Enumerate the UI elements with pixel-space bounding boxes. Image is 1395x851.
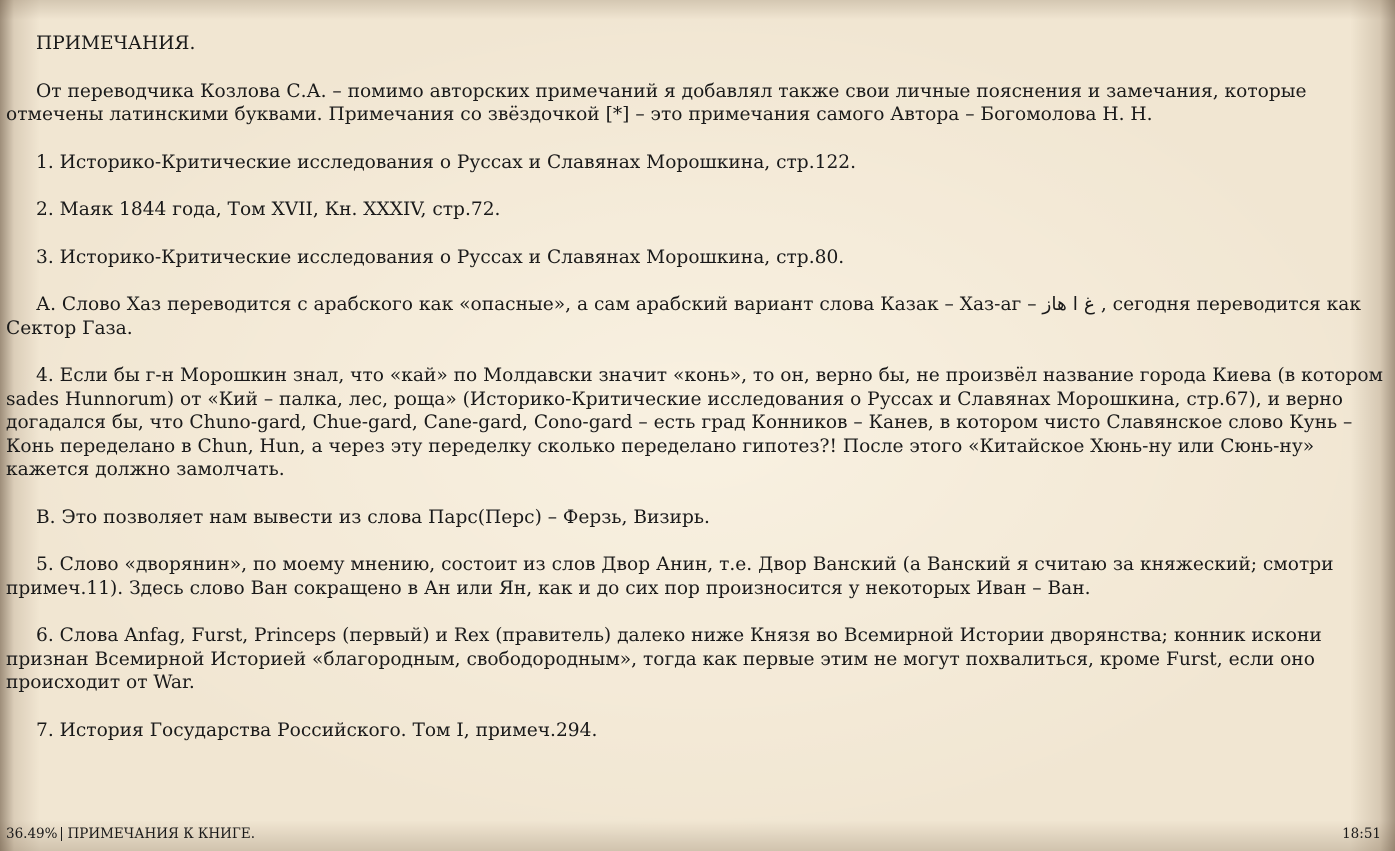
note-paragraph-b: В. Это позволяет нам вывести из слова Парс(Перс) – Ферзь, Визирь. [36, 506, 710, 528]
note-a-text-end: , сегодня переводится как Сектор Газа. [6, 294, 1361, 339]
chapter-title: ПРИМЕЧАНИЯ К КНИГЕ. [67, 826, 256, 842]
reading-progress: 36.49% [6, 826, 58, 842]
note-paragraph-3: 3. Историко-Критические исследования о Руссах и Славянах Морошкина, стр.80. [36, 246, 845, 268]
note-paragraph-2: 2. Маяк 1844 года, Том XVII, Кн. XXXIV, стр.72. [36, 199, 501, 220]
reader-page[interactable] [6, 32, 1385, 742]
note-paragraph-6: 6. Слова Anfag, Furst, Princeps (первый) и Rex (правитель) далеко ниже Князя во Всемирной Истории дворянства; конник искони признан Всемирной Историей «благородным, свободородным», тогда как первые этим не могут похвалиться, кроме Furst, если оно происходит от War. [6, 625, 1322, 693]
status-bar [6, 825, 1381, 843]
status-separator [61, 827, 62, 841]
notes-heading: ПРИМЕЧАНИЯ. [36, 33, 196, 54]
note-paragraph-7: 7. История Государства Российского. Том I, примеч.294. [36, 719, 598, 741]
note-paragraph-1: 1. Историко-Критические исследования о Руссах и Славянах Морошкина, стр.122. [36, 151, 857, 173]
arabic-word: غ ا هاز [1042, 294, 1095, 315]
clock: 18:51 [1342, 826, 1381, 842]
note-paragraph-translator: От переводчика Козлова С.А. – помимо авторских примечаний я добавлял также свои личные пояснения и замечания, которые отмечены латинскими буквами. Примечания со звёздочкой [*] – это примечания самого Автора – Богомолова Н. Н. [6, 80, 1307, 125]
note-paragraph-a [6, 293, 1385, 340]
note-paragraph-4: 4. Если бы г-н Морошкин знал, что «кай» по Молдавски значит «конь», то он, верно бы, не произвёл название города Киева (в котором sades Hunnorum) от «Кий – палка, лес, роща» (Историко-Критические исследования о Руссах и Славянах Морошкина, стр.67), и верно догадался бы, что Chuno-gard, Chue-gard, Cane-gard, Cono-gard – есть град Конников – Канев, в котором чисто Славянское слово Кунь – Конь переделано в Chun, Hun, а через эту переделку сколько переделано гипотез?! После этого «Китайское Хюнь-ну или Сюнь-ну» кажется должно замолчать. [6, 365, 1384, 480]
status-left [6, 826, 255, 842]
note-a-text-start: А. Слово Хаз переводится с арабского как «опасные», а сам арабский вариант слова Казак – Хаз-аг – [36, 294, 1043, 315]
note-paragraph-5: 5. Слово «дворянин», по моему мнению, состоит из слов Двор Анин, т.е. Двор Ванский (а Ванский я считаю за княжеский; смотри примеч.11). Здесь слово Ван сокращено в Ан или Ян, как и до сих пор произносится у некоторых Иван – Ван. [6, 554, 1334, 599]
